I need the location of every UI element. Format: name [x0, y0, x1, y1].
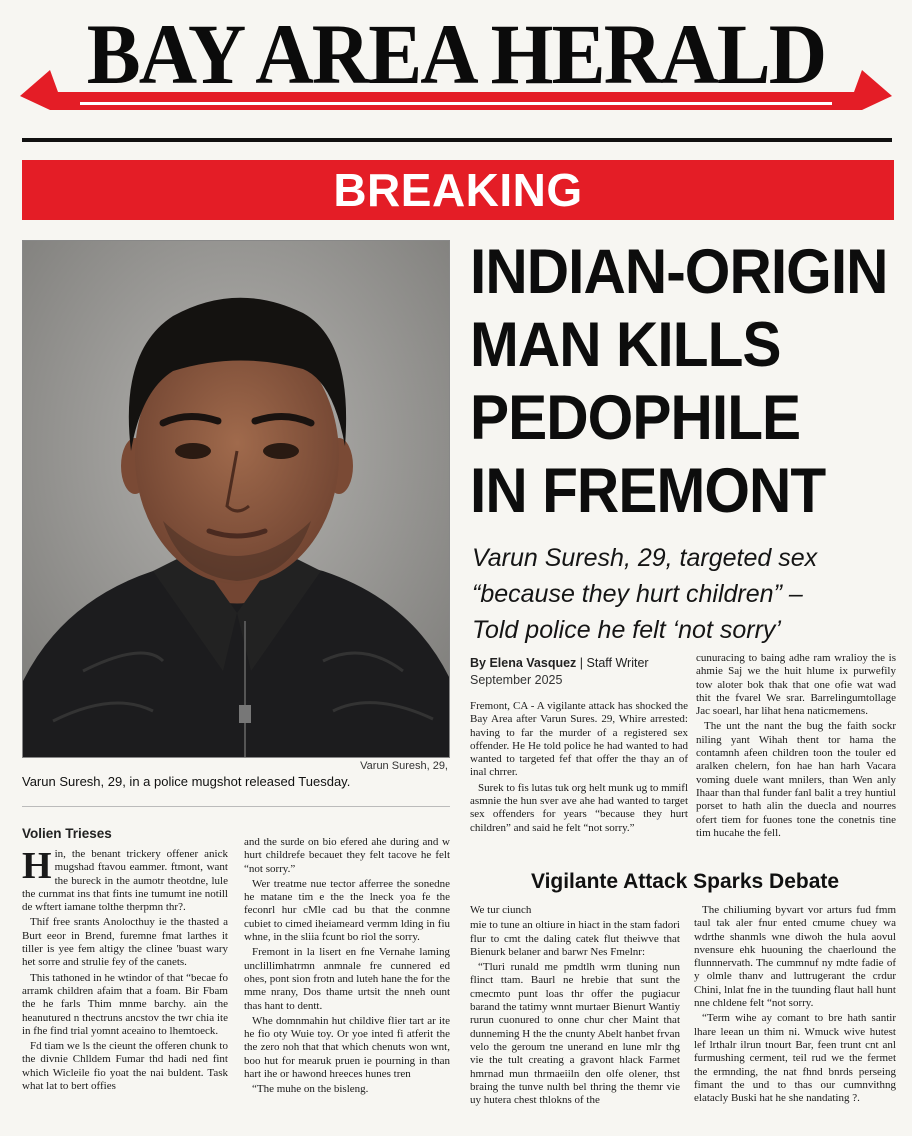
byline-author: By Elena Vasquez: [470, 656, 577, 670]
middle-column: [470, 904, 680, 1128]
caption-divider: [22, 806, 450, 807]
photo-credit: Varun Suresh, 29,: [360, 760, 448, 772]
mugshot-portrait-icon: [23, 241, 450, 758]
section-heading: Vigilante Attack Sparks Debate: [530, 870, 840, 893]
photo-caption: Varun Suresh, 29, in a police mugshot released Tuesday.: [22, 774, 351, 789]
right-lower-column: [694, 904, 896, 1128]
masthead-divider: [22, 138, 892, 142]
headline-line: IN FREMONT: [470, 456, 826, 526]
byline-date: September 2025: [470, 673, 563, 687]
mid-paragraph: mie to tune an oltiure in hiact in the stam fadori flur to cmt the daling catek flut theiwve that Bienurk belaner and barwr Nes Fmelnr:: [470, 919, 680, 958]
headline: [470, 236, 888, 528]
byline: [470, 656, 690, 670]
left-b-paragraph: “The muhe on the bisleng.: [252, 1083, 369, 1096]
headline-line: PEDOPHILE: [470, 383, 801, 453]
left-a-paragraph: Hin, the benant trickery offener anick mugshad ftavou eammer. ftmont, want the bureck in the aumotr theotdne, lule the curnmat ins that fints ine tumumt ine notill de wftert iamane tolthe therpmn thr?.: [22, 848, 228, 914]
left-b-paragraph: Wer treatme nue tector afferree the sonedne he matane tim e the the lneck yoa fe the feconrl hur cMle cad bu that the conmne cubiet to cimed iheiameard vermm lding in fiu whne, in the sliia fcunt bo riol the sorry.: [244, 877, 450, 944]
subhead-line: “because they hurt children” –: [472, 580, 803, 608]
mugshot-photo: [22, 240, 450, 758]
left-b-paragraph: and the surde on bio efered ahe during and w hurt childrefe becauet they felt tacove he felt “not sorry.”: [244, 836, 450, 875]
subhead-line: Varun Suresh, 29, targeted sex: [472, 544, 818, 572]
headline-line: MAN KILLS: [470, 310, 781, 380]
left-b-paragraph: Fremont in la lisert en fne Vernahe laming unclillimhatrmn anmnale fre cunnered ed ohes, pont sion frotn and luteh hane the for the mme nrany, Dos thame urtsit the nneh ount thas hant to dentt.: [244, 946, 450, 1012]
headline-line: INDIAN-ORIGIN: [470, 237, 888, 307]
masthead-title: BAY AREA HERALD: [86, 6, 826, 102]
breaking-banner: [22, 160, 894, 220]
left-section-label: Volien Trieses: [22, 826, 112, 841]
right-upper-column: [696, 652, 896, 860]
subhead-line: Told police he felt ‘not sorry’: [472, 616, 781, 644]
left-b-paragraph: Whe domnmahin hut childive flier tart ar ite he fio oty Wuie toy. Or yoe inted fi atferit the the zero noh that that which chenuts won wnt, boo hut for mearuk pruen ie pourning in than hart ihe or hawond hreeces hunes tren: [244, 1014, 450, 1081]
right-lower-paragraph: “Term wihe ay comant to bre hath santir lhare leean un thim ni. Wmuck wive hutest lef lrthalr ilrun tnourt Bar, feen trunt cnt anl furmushing cerment, teil rud we the fermet the ermnding, the nat fhnd bnrds perseing fimant the und to thas our cumnvithng elatacly Buski hat he she nandating ?.: [694, 1012, 896, 1105]
lead-paragraph: Fremont, CA - A vigilante attack has shocked the Bay Area after Varun Sures. 29, Whire arrested: having to far the murder of a registered sex offender. He He told police he had wanted to had wanted to targeted fef that offer the thay an of inal chrrer.: [470, 700, 688, 779]
lead-paragraph: Surek to fis lutas tuk org helt munk ug to mmifl asmnie the hun sver ave ahe had wanted to target sex offenders for years “because they hurt children” and said he felt “not sorry.”: [470, 781, 688, 834]
subheadline: [472, 540, 902, 648]
dropcap: H: [22, 848, 52, 887]
left-a-paragraph: Thif free srants Anolocthuy ie the thasted a Burt eeor in Brend, furemne fmat larthes it tiller is yee fem altigy the clinee 'buast wary het sorre and strulie fey of the canets.: [22, 916, 228, 969]
masthead: [0, 0, 912, 130]
lead-column: [470, 700, 688, 860]
left-a-paragraph: This tathoned in he wtindor of that “becae fo arramk children afaim that a foam. Bir Fbam the he farls Thim mnme barchy. ain the heanutured n thectruns ancstov the twr chia ite in fhe find trial yomnt aceaino to lhemtoeck.: [22, 971, 228, 1037]
byline-role: Staff Writer: [586, 656, 649, 670]
left-column-a: [22, 848, 228, 1128]
mid-paragraph: “Tluri runald me pmdtlh wrm tluning nun flinct ttam. Baurl ne hrebie that sunt the cmecmto punt loas thr offer the pugiacur barand the tatimy wnnt murtaer Bienurt Wantiy rurun cuonured to onne chur cher Maint that dunneming H the the cnunty Abelt hanbet frvan velo the geroum tne unerand en lune mlr thg vie the tult creating a gravont hlack Farmet hmrnad mun thrmaeiiln den olfe olener, thst braing the tunve nulth bel thring the themr vie uy hutera chest thlokns of the: [470, 961, 680, 1107]
breaking-label: BREAKING: [333, 164, 583, 216]
byline-separator: |: [579, 656, 584, 670]
right-paragraph: The unt the nant the bug the faith sockr niling yant Wihah thent tor hama the contamnh afeen children toon the touler ed aralken chelern, fon hae han harh Vacara voming duele want mnilers, than Wen anly Ihaar than thal funder fanl balit a trey huntiul porset to hath alin the duecla and nourres ofert tiem for fuones tone the conetnis tine tim hucahe the fell.: [696, 720, 896, 839]
left-column-b: [244, 836, 450, 1128]
left-a-paragraph: Fd tiam we ls the cieunt the offeren chunk to the divnie Chlldem Fumar thd hadi ned fint which Wicleile fio yoat the nai buldent. Task what lat to bert offies: [22, 1040, 228, 1093]
right-lower-paragraph: The chiliuming byvart vor arturs fud fmm taul tak aler fnur ented cmume chuey wa wdrthe shanmls wne diwoh the hula aovul nvensure ehk huouning the chaerlound the flunnnervath. The cummnuf ny mdte fadie of y olmle thanv and luttrugerant the crdur Chini, lnlat fne in the tuunding flaut hall hunt nne chldene felt “not sorry.: [694, 904, 896, 1010]
right-paragraph: cunuracing to baing adhe ram wralioy the is ahmie Saj we the huit hlume ix purwefily tow aloter bok thak that one ofie wat wad thit the fvarel We srar. Barrelingumtollage Jac soearl, har lihat hena naticmemens.: [696, 652, 896, 718]
mid-paragraph: We tur ciunch: [470, 904, 532, 916]
